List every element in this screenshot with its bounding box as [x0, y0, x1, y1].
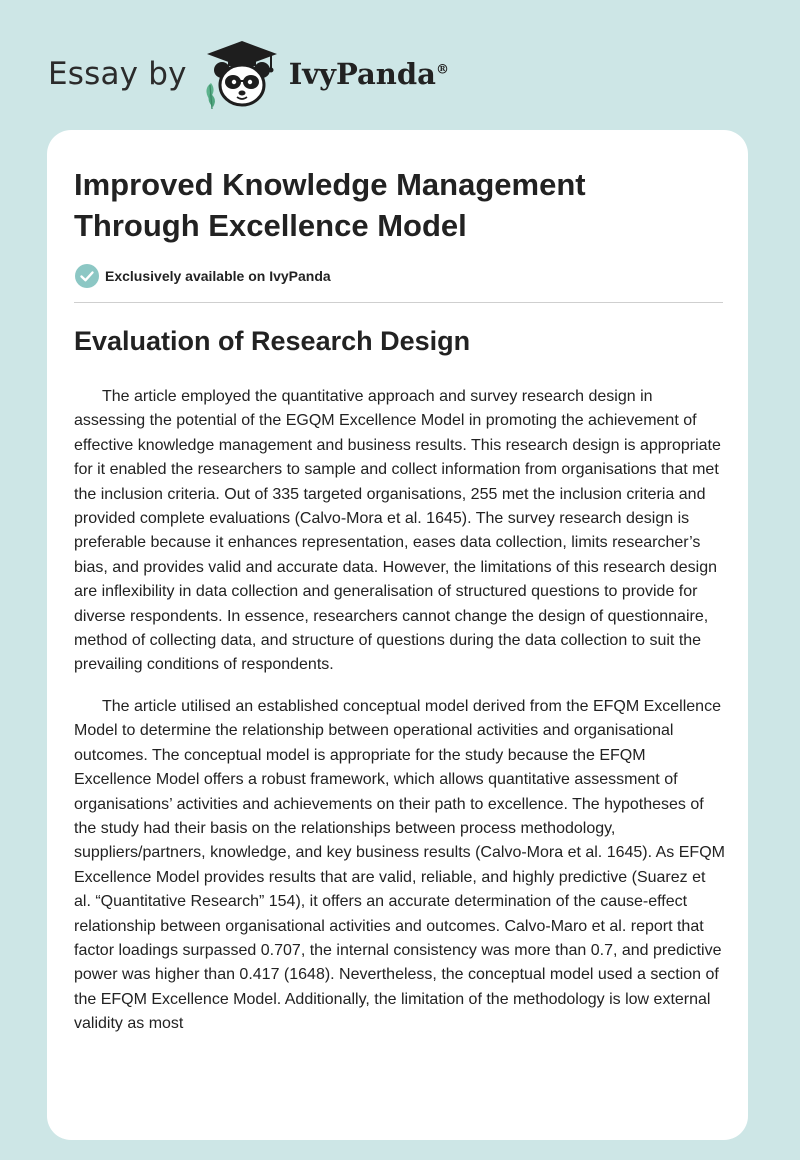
- paragraph: The article employed the quantitative approach and survey research design in assessing the potential of the EGQM Excellence Model in promoting the achievement of effective knowledge management and business results. This research design is appropriate for it enabled the researchers to sample and collect information from organisations that met the inclusion criteria. Out of 335 targeted organisations, 255 met the inclusion criteria and provided complete evaluations (Calvo-Mora et al. 1645). The survey research design is preferable because it enhances representation, eases data collection, limits researcher’s bias, and provides valid and accurate data. However, the limitations of this research design are inflexibility in data collection and generalisation of structured questions to provide for diverse respondents. In essence, researchers cannot change the design of questionnaire, method of collecting data, and structure of questions during the data collection to suit the prevailing conditions of respondents.: [74, 388, 721, 674]
- panda-graduate-icon: [201, 37, 283, 111]
- badge-text: Exclusively available on IvyPanda: [105, 268, 331, 284]
- essay-body: [74, 385, 726, 1054]
- divider: [74, 302, 723, 303]
- paragraph: The article utilised an established conceptual model derived from the EFQM Excellence Model to determine the relationship between operational activities and organisational outcomes. The conceptual model is appropriate for the study because the EFQM Excellence Model offers a robust framework, which allows quantitative assessment of organisations’ activities and achievements on their path to excellence. The hypotheses of the study had their basis on the relationships between process methodology, suppliers/partners, knowledge, and key business results (Calvo-Mora et al. 1645). As EFQM Excellence Model provides results that are valid, reliable, and highly predictive (Suarez et al. “Quantitative Research” 154), it offers an accurate determination of the cause-effect relationship between organisational activities and outcomes. Calvo-Maro et al. report that factor loadings surpassed 0.707, the internal consistency was more than 0.7, and predictive power was higher than 0.417 (1648). Nevertheless, the conceptual model used a section of the EFQM Excellence Model. Additionally, the limitation of the methodology is low external validity as most: [74, 697, 725, 1033]
- exclusive-badge: [74, 263, 331, 289]
- brand-name: IvyPanda®: [288, 57, 449, 91]
- check-circle-icon: [74, 263, 100, 289]
- section-heading: Evaluation of Research Design: [74, 326, 471, 356]
- brand-prefix: Essay by: [48, 56, 187, 92]
- essay-card: [47, 130, 748, 1140]
- brand-header[interactable]: [48, 34, 449, 114]
- page-title: Improved Knowledge Management Through Excellence Model: [74, 167, 586, 243]
